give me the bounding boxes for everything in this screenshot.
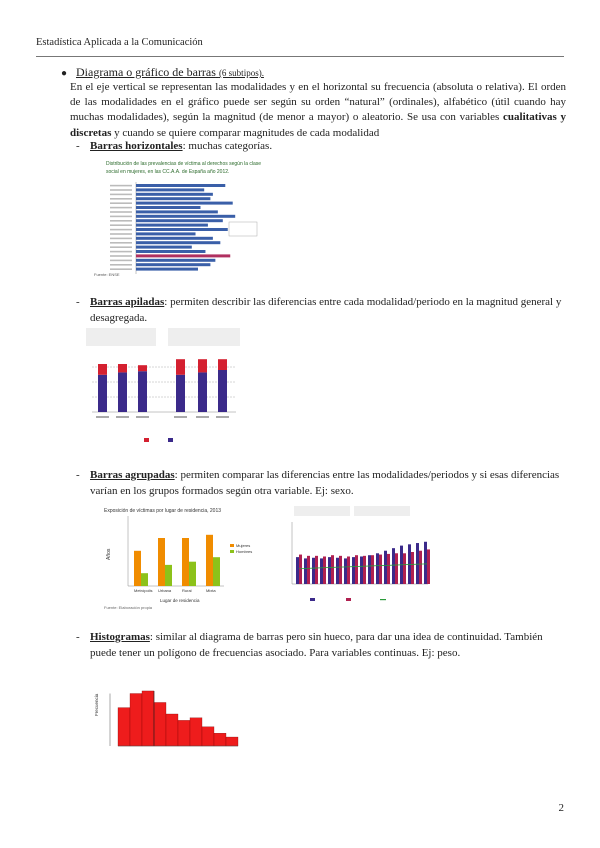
g2-bar-red — [331, 555, 334, 584]
hbar-bar — [136, 215, 235, 218]
dash-marker: - — [76, 631, 80, 643]
hbar-label — [110, 185, 132, 187]
subtype-title: Barras agrupadas — [90, 469, 175, 481]
stacked-bar-top — [218, 359, 227, 370]
grouped-legend-1: Mujeres — [236, 543, 251, 548]
g2-bar-red — [299, 555, 302, 584]
subtype-histogram — [90, 630, 566, 661]
hbar-bar — [136, 250, 205, 253]
grouped-bar — [213, 557, 220, 586]
heading-text: Diagrama o gráfico de barras — [76, 65, 216, 79]
g2-bar-red — [419, 551, 422, 584]
g2-plot — [292, 522, 430, 584]
histogram-plot — [110, 691, 238, 746]
subtype-grouped — [90, 468, 566, 499]
stacked-bar-top — [118, 364, 127, 372]
g2-bar-blue — [352, 557, 355, 584]
hbar-bar — [136, 202, 233, 205]
histogram-bar — [178, 720, 190, 746]
hbar-label — [110, 260, 132, 262]
hbar-label — [110, 242, 132, 244]
g2-bar-red — [355, 555, 358, 584]
grouped-category-label: Urbana — [158, 588, 172, 593]
horizontal-bar-figure — [92, 156, 270, 280]
subtype-stacked — [90, 295, 566, 326]
page-number: 2 — [558, 802, 564, 814]
hbar-legend — [229, 222, 257, 236]
stacked-plot — [92, 359, 236, 418]
paragraph-bold: cualitativas y discretas — [70, 111, 566, 139]
g2-bar-red — [307, 556, 310, 584]
header-divider — [36, 56, 564, 57]
histogram-bar — [226, 737, 238, 746]
hbar-bar — [136, 210, 218, 213]
hbar-label — [110, 264, 132, 266]
stacked-tick-label — [174, 416, 187, 418]
hbar-bar — [136, 224, 208, 227]
grouped-bar — [165, 565, 172, 586]
g2-bar-blue — [392, 548, 395, 584]
hbar-label — [110, 220, 132, 222]
hbar-bar — [136, 263, 210, 266]
hbar-bar — [136, 184, 225, 187]
hbar-label — [110, 255, 132, 257]
hbar-label — [110, 198, 132, 200]
g2-bar-red — [371, 555, 374, 584]
grouped-bar — [134, 551, 141, 586]
grouped-ylabel: Años — [106, 548, 112, 560]
stacked-bar-top — [176, 359, 185, 375]
grouped-bar — [141, 573, 148, 586]
histogram-bar — [190, 718, 202, 746]
hbar-bar — [136, 228, 228, 231]
subtype-title: Barras apiladas — [90, 296, 165, 308]
grouped-bar — [189, 562, 196, 586]
grouped-category-label: Rural — [182, 588, 192, 593]
grouped-bar — [158, 538, 165, 586]
hbar-label — [110, 251, 132, 253]
hbar-label — [110, 238, 132, 240]
histogram-ylabel: Frecuencia — [94, 693, 99, 716]
stacked-tick-label — [116, 416, 129, 418]
g2-bar-red — [315, 556, 318, 584]
grouped-bar-figure — [102, 504, 270, 612]
grouped-bar — [206, 535, 213, 586]
stacked-legend-bottom — [168, 438, 173, 442]
stacked-bar-bottom — [138, 371, 147, 412]
subtype-title: Histogramas — [90, 631, 150, 643]
g2-bar-blue — [360, 556, 363, 584]
g2-bar-blue — [384, 551, 387, 584]
histogram-bar — [202, 727, 214, 746]
subtype-text: : permiten describir las diferencias entre cada modalidad/periodo en la magnitud general y desagregada. — [90, 296, 562, 324]
hbar-label — [110, 202, 132, 204]
grouped-bar-figure-2 — [280, 504, 430, 612]
g2-bar-red — [395, 553, 398, 584]
g2-bar-blue — [296, 557, 299, 584]
histogram-bar — [130, 694, 142, 746]
g2-legend-3 — [380, 599, 386, 600]
hbar-title-2: social en mujeres, en las CC.A.A. de España año 2012. — [106, 169, 230, 175]
g2-bar-red — [363, 556, 366, 584]
stacked-tick-label — [216, 416, 229, 418]
grouped-legend-swatch-2 — [230, 550, 234, 553]
subtype-text: : similar al diagrama de barras pero sin hueco, para dar una idea de continuidad. También puede tener un polígono de frecuencias asociado. Para variables continuas. Ej: peso. — [90, 631, 543, 659]
page-header: Estadística Aplicada a la Comunicación — [36, 37, 203, 48]
histogram-bar — [154, 702, 166, 746]
stacked-bar-bottom — [118, 372, 127, 412]
grouped-legend-2: Hombres — [236, 549, 253, 554]
hbar-label — [110, 207, 132, 209]
hbar-bar — [136, 237, 213, 240]
g2-bar-blue — [368, 555, 371, 584]
paragraph-text-1: En el eje vertical se representan las modalidades y en el horizontal su frecuencia (absoluta o relativa). El orden de las modalidades en el gráfico puede ser según su orden “natural” (ordinales), alfabético (útil cuando hay muchas modalidades), según la magnitud (de menor a mayor) o aleatorio. Se usa con variables — [70, 81, 566, 124]
section-heading — [76, 65, 264, 80]
hbar-bar — [136, 193, 213, 196]
hbar-label — [110, 216, 132, 218]
subtype-text: : permiten comparar las diferencias entre las modalidades/periodos y si esas diferencias varían en los grupos formados según otra variable. Ej: sexo. — [90, 469, 560, 497]
hbar-bar — [136, 206, 200, 209]
hbar-source: Fuente: ENSE — [94, 272, 120, 277]
hbar-bar — [136, 232, 196, 235]
grouped-legend-swatch-1 — [230, 544, 234, 547]
hbar-title-1: Distribución de las prevalencias de víctima al derechos según la clase — [106, 161, 262, 167]
histogram-figure — [90, 676, 260, 760]
stacked-bar-bottom — [198, 372, 207, 412]
hbar-label — [110, 229, 132, 231]
hbar-bar — [136, 259, 215, 262]
stacked-bar-top — [98, 364, 107, 375]
stacked-tick-label — [96, 416, 109, 418]
hbar-bar — [136, 219, 223, 222]
histogram-bar — [166, 714, 178, 746]
g2-bar-blue — [424, 542, 427, 584]
g2-bar-red — [403, 553, 406, 584]
paragraph-text-2: y cuando se quiere comparar magnitudes de cada modalidad — [111, 126, 380, 139]
grouped-category-label: Metrópolis — [134, 588, 153, 593]
g2-bar-red — [339, 556, 342, 584]
stacked-tick-label — [196, 416, 209, 418]
grouped-category-label: Mixta — [206, 588, 216, 593]
g2-caption-right — [354, 506, 410, 516]
g2-bar-red — [427, 549, 430, 584]
g2-caption-left — [294, 506, 350, 516]
g2-bar-blue — [328, 557, 331, 584]
hbar-label — [110, 211, 132, 213]
g2-bar-red — [387, 554, 390, 584]
hbar-bar — [136, 197, 210, 200]
hbar-label — [110, 246, 132, 248]
bullet-icon: ● — [61, 68, 68, 79]
histogram-bar — [118, 708, 130, 746]
subtype-horizontal — [90, 139, 566, 155]
stacked-bar-bottom — [218, 370, 227, 412]
stacked-caption-right — [168, 328, 240, 346]
hbar-label — [110, 233, 132, 235]
g2-bar-blue — [312, 558, 315, 584]
hbar-bar — [136, 246, 192, 249]
g2-bar-red — [379, 555, 382, 584]
dash-marker: - — [76, 469, 80, 481]
hbar-bar — [136, 254, 230, 257]
histogram-bar — [142, 691, 154, 746]
stacked-bar-figure — [84, 326, 244, 458]
dash-marker: - — [76, 140, 80, 152]
subtype-title: Barras horizontales — [90, 140, 183, 152]
stacked-bar-bottom — [176, 375, 185, 412]
grouped-bar — [182, 538, 189, 586]
hbar-label — [110, 194, 132, 196]
histogram-bar — [214, 733, 226, 746]
hbar-label — [110, 268, 132, 270]
g2-bar-blue — [320, 558, 323, 584]
stacked-bar-top — [138, 365, 147, 371]
stacked-caption-left — [86, 328, 156, 346]
g2-legend-1 — [310, 598, 315, 601]
g2-legend-2 — [346, 598, 351, 601]
g2-bar-blue — [416, 543, 419, 584]
stacked-tick-label — [136, 416, 149, 418]
subtype-text: : muchas categorías. — [182, 140, 273, 152]
dash-marker: - — [76, 296, 80, 308]
hbar-bar — [136, 268, 198, 271]
hbar-bar — [136, 241, 220, 244]
g2-bar-blue — [336, 558, 339, 584]
stacked-bar-top — [198, 359, 207, 372]
grouped-xlabel: Lugar de residencia — [160, 598, 200, 603]
heading-note: (6 subtipos). — [218, 68, 264, 78]
hbar-plot — [110, 182, 235, 274]
stacked-bar-bottom — [98, 375, 107, 412]
hbar-bar — [136, 188, 204, 191]
section-paragraph — [70, 80, 566, 141]
grouped-footnote: Fuente: Elaboración propia — [104, 605, 153, 610]
g2-bar-blue — [304, 558, 307, 584]
grouped-title: Exposición de víctimas por lugar de residencia, 2013 — [104, 508, 222, 514]
g2-bar-red — [347, 556, 350, 584]
g2-bar-blue — [344, 558, 347, 584]
stacked-legend-top — [144, 438, 149, 442]
g2-bar-red — [323, 556, 326, 584]
g2-bar-blue — [376, 553, 379, 584]
hbar-label — [110, 189, 132, 191]
g2-bar-red — [411, 552, 414, 584]
hbar-label — [110, 224, 132, 226]
grouped-plot — [128, 516, 224, 593]
